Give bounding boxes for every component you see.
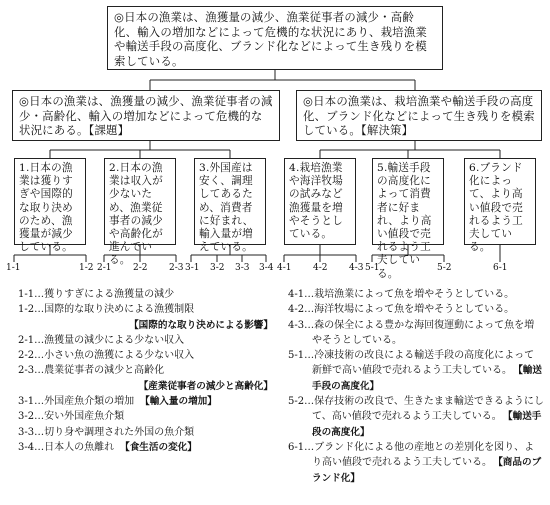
top-summary-box bbox=[107, 6, 443, 70]
list-item bbox=[288, 348, 544, 394]
category-label: 【国際的な取り決めによる影響】 bbox=[129, 319, 273, 331]
list-item bbox=[288, 318, 544, 349]
branch-label: 4-2 bbox=[313, 263, 328, 273]
item-text: …栽培漁業によって魚を増やそうとしている。 bbox=[304, 289, 515, 300]
issues-box bbox=[12, 90, 280, 141]
branch-label: 6-1 bbox=[493, 263, 508, 273]
solution-box-6 bbox=[464, 158, 536, 254]
item-id: 1-2 bbox=[18, 304, 35, 316]
item-text: …獲りすぎによる漁獲量の減少 bbox=[34, 289, 175, 300]
cause-box-1 bbox=[14, 158, 86, 254]
item-text: …外国産魚介類の増加 bbox=[34, 396, 135, 408]
branch-label: 2-2 bbox=[133, 263, 148, 273]
item-id: 3-3 bbox=[18, 426, 35, 438]
cause-box-3 bbox=[194, 158, 266, 254]
branch-label: 5-1 bbox=[365, 263, 380, 273]
list-item bbox=[18, 287, 273, 302]
list-item bbox=[18, 379, 273, 394]
list-item bbox=[18, 318, 273, 333]
left-detail-list bbox=[18, 287, 273, 455]
branch-label: 5-2 bbox=[437, 263, 452, 273]
solution-text-5: 5.輸送手段の高度化によって消費者に好まれ、より高い値段で売れるよう工夫している。 bbox=[377, 162, 432, 280]
branch-label: 2-1 bbox=[97, 263, 112, 273]
solutions-text: ◎日本の漁業は、栽培漁業や輸送手段の高度化、ブランド化などによって生き残りを模索している。 bbox=[303, 94, 535, 137]
item-id: 4-1 bbox=[288, 289, 305, 300]
branch-label: 3-2 bbox=[210, 263, 225, 273]
item-text: …漁獲量の減少による少ない収入 bbox=[34, 334, 185, 346]
item-id: 3-1 bbox=[18, 396, 35, 408]
branch-label: 3-1 bbox=[185, 263, 200, 273]
item-text: …保存技術の改良で、生きたまま輸送できるようにして、高い値段で売れるよう工夫している。 bbox=[304, 396, 544, 423]
item-id: 4-3 bbox=[288, 319, 305, 331]
issues-text: ◎日本の漁業は、漁獲量の減少、漁業従事者の減少・高齢化、輸入の増加などによって危機的な状況にある。 bbox=[19, 94, 273, 137]
item-text: …冷凍技術の改良による輸送手段の高度化によって新鮮で高い値段で売れるよう工夫している。 bbox=[304, 350, 535, 377]
solution-box-4 bbox=[284, 158, 356, 245]
category-label: 【輸送手段の高度化】 bbox=[312, 411, 542, 438]
item-text: …安い外国産魚介類 bbox=[34, 411, 125, 423]
list-item bbox=[288, 394, 544, 440]
item-id: 2-3 bbox=[18, 365, 35, 377]
item-text: …小さい魚の漁獲による少ない収入 bbox=[34, 350, 195, 362]
branch-label: 1-1 bbox=[6, 263, 21, 273]
list-item bbox=[288, 302, 544, 317]
cause-text-3: 3.外国産は安く、調理してあるため、消費者に好まれ、輸入量が増えている。 bbox=[199, 162, 254, 254]
solution-text-6: 6.ブランド化によって、より高い値段で売れるよう工夫している。 bbox=[469, 162, 523, 254]
category-label: 【輸送手段の高度化】 bbox=[312, 365, 542, 392]
solutions-box bbox=[296, 90, 542, 141]
item-id: 6-1 bbox=[288, 441, 305, 453]
category-label: 【食生活の変化】 bbox=[120, 441, 197, 453]
cause-text-1: 1.日本の漁業は獲りすぎや国際的な取り決めのため、漁獲量が減少している。 bbox=[19, 162, 73, 254]
cause-text-2: 2.日本の漁業は収入が少ないため、漁業従事者の減少や高齢化が進んでいる。 bbox=[109, 162, 163, 267]
item-id: 1-1 bbox=[18, 289, 35, 300]
branch-label: 1-2 bbox=[79, 263, 94, 273]
branch-label: 4-3 bbox=[349, 263, 364, 273]
item-id: 2-2 bbox=[18, 350, 35, 362]
item-text: …ブランド化による他の産地との差別化を図り、より高い値段で売れるよう工夫している。 bbox=[304, 441, 535, 469]
item-text: …日本人の魚離れ bbox=[34, 441, 115, 453]
item-text: …森の保全による豊かな海回復運動によって魚を増やそうとしている。 bbox=[304, 319, 535, 346]
item-id: 5-2 bbox=[288, 396, 305, 408]
branch-label: 2-3 bbox=[169, 263, 184, 273]
list-item bbox=[18, 363, 273, 378]
branch-label: 4-1 bbox=[277, 263, 292, 273]
item-text: …切り身や調理された外国の魚介類 bbox=[34, 426, 195, 438]
issues-tag: 【課題】 bbox=[88, 123, 130, 137]
solutions-tag: 【解決策】 bbox=[360, 123, 414, 137]
item-id: 5-1 bbox=[288, 350, 305, 362]
list-item bbox=[288, 287, 544, 302]
category-label: 【産業従事者の減少と高齢化】 bbox=[138, 380, 273, 392]
branch-label: 3-3 bbox=[235, 263, 250, 273]
list-item bbox=[18, 425, 273, 440]
cause-box-2 bbox=[104, 158, 176, 267]
list-item bbox=[18, 333, 273, 348]
solution-text-4: 4.栽培漁業や海洋牧場の試みなど漁獲量を増やそうとしている。 bbox=[289, 162, 343, 241]
item-text: …海洋牧場によって魚を増やそうとしている。 bbox=[304, 304, 515, 316]
list-item bbox=[18, 440, 273, 455]
item-id: 3-2 bbox=[18, 411, 35, 423]
list-item bbox=[288, 440, 544, 486]
item-text: …農業従事者の減少と高齢化 bbox=[34, 365, 165, 377]
item-id: 2-1 bbox=[18, 334, 35, 346]
category-label: 【商品のブランド化】 bbox=[312, 457, 542, 484]
list-item bbox=[18, 302, 273, 317]
list-item bbox=[18, 348, 273, 363]
item-id: 3-4 bbox=[18, 441, 35, 453]
list-item bbox=[18, 409, 273, 424]
right-detail-list bbox=[288, 287, 544, 486]
list-item bbox=[18, 394, 273, 409]
item-text: …国際的な取り決めによる漁獲制限 bbox=[34, 304, 195, 316]
item-id: 4-2 bbox=[288, 304, 305, 316]
branch-label: 3-4 bbox=[259, 263, 274, 273]
top-summary-text: ◎日本の漁業は、漁獲量の減少、漁業従事者の減少・高齢化、輸入の増加などによって危機的な状況にあり、栽培漁業や輸送手段の高度化、ブランド化などによって生き残りを模索している。 bbox=[114, 10, 427, 68]
category-label: 【輸入量の増加】 bbox=[140, 396, 217, 408]
